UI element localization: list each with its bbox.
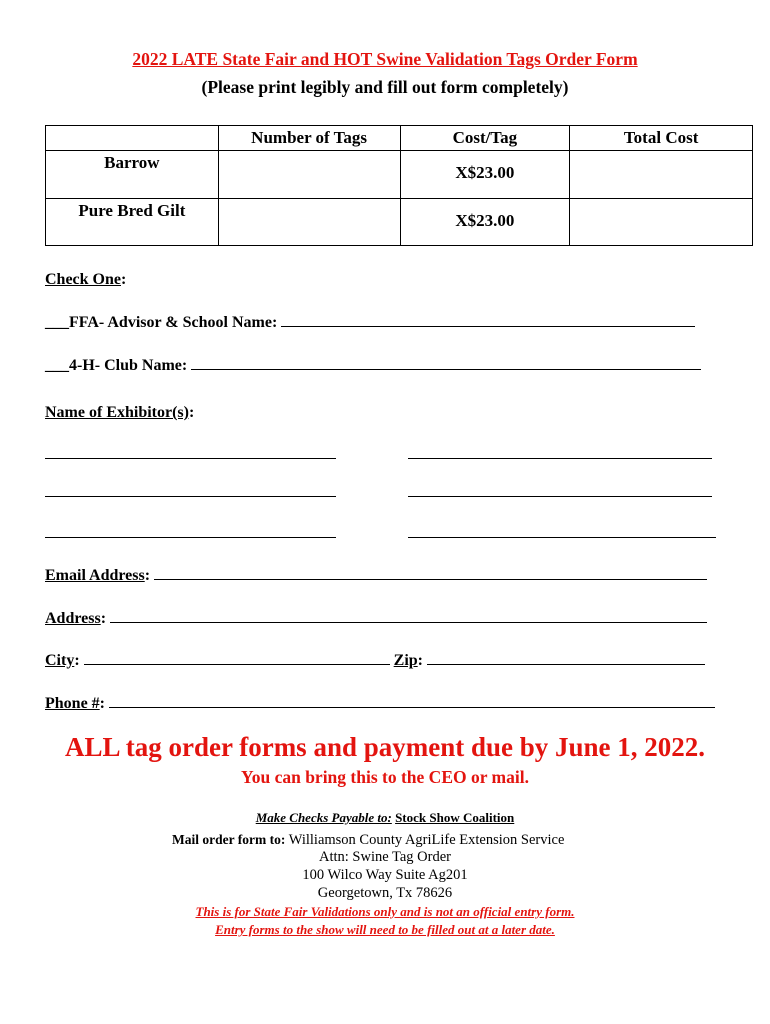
- email-line: [45, 567, 725, 585]
- barrow-total-cell[interactable]: [570, 151, 753, 199]
- check-one-label: Check One: [45, 271, 121, 288]
- row-label-text: Pure Bred Gilt: [78, 201, 186, 220]
- payable-prefix: Make Checks Payable to:: [255, 810, 392, 825]
- table-header-total: Total Cost: [570, 126, 753, 151]
- mail-address-line-3: 100 Wilco Way Suite Ag201: [302, 867, 468, 883]
- form-title: 2022 LATE State Fair and HOT Swine Validation Tags Order Form: [132, 49, 638, 69]
- barrow-number-cell[interactable]: [218, 151, 400, 199]
- check-one-heading: [45, 271, 126, 289]
- table-row: [46, 151, 753, 199]
- table-header-number: Number of Tags: [218, 126, 400, 151]
- mail-address-line-2: Attn: Swine Tag Order: [318, 849, 451, 865]
- row-label-barrow: [46, 151, 219, 199]
- exhibitor-name-field[interactable]: [45, 458, 336, 459]
- table-header-row: [46, 126, 753, 151]
- email-field[interactable]: [154, 578, 707, 580]
- gilt-number-cell[interactable]: [218, 199, 400, 246]
- phone-line: [45, 695, 735, 713]
- ffa-school-field[interactable]: [281, 325, 695, 327]
- zip-field[interactable]: [427, 663, 705, 665]
- city-zip-line: [45, 652, 735, 670]
- zip-label: Zip: [393, 652, 418, 669]
- email-colon: :: [144, 567, 151, 584]
- disclaimer-line-2: Entry forms to the show will need to be filled out at a later date.: [215, 922, 555, 937]
- barrow-cost-cell: [400, 151, 570, 199]
- phone-colon: :: [99, 695, 105, 712]
- address-line: [45, 610, 725, 628]
- phone-label: Phone #: [45, 695, 100, 712]
- email-label: Email Address: [45, 567, 145, 584]
- exhibitors-heading: [45, 404, 194, 422]
- payable-line: [0, 810, 770, 826]
- address-label: Address: [45, 610, 101, 627]
- gilt-total-cell[interactable]: [570, 199, 753, 246]
- h4-label: 4-H- Club Name:: [69, 357, 188, 374]
- city-field[interactable]: [84, 663, 390, 665]
- check-one-colon: :: [121, 271, 127, 288]
- gilt-cost-cell: [400, 199, 570, 246]
- table-header-empty: [46, 126, 219, 151]
- city-label: City: [45, 652, 75, 669]
- exhibitor-name-field[interactable]: [408, 496, 712, 497]
- city-colon: :: [74, 652, 80, 669]
- ffa-checkbox-blank[interactable]: ___: [45, 314, 69, 331]
- exhibitors-colon: :: [188, 404, 195, 421]
- ffa-label: FFA- Advisor & School Name:: [69, 314, 278, 331]
- mail-prefix: Mail order form to:: [172, 832, 286, 847]
- tag-order-table: [45, 125, 753, 246]
- exhibitor-name-field[interactable]: [408, 537, 716, 538]
- address-colon: :: [100, 610, 107, 627]
- h4-checkbox-blank[interactable]: ___: [45, 357, 69, 374]
- row-label-text: Barrow: [104, 153, 160, 172]
- h4-line: [45, 357, 725, 375]
- due-date-notice: ALL tag order forms and payment due by June 1, 2022.: [64, 732, 706, 762]
- table-row: [46, 199, 753, 246]
- payable-to: Stock Show Coalition: [395, 810, 515, 825]
- mail-to-line: [172, 831, 564, 850]
- cost-value: X$23.00: [455, 163, 515, 182]
- delivery-notice: You can bring this to the CEO or mail.: [241, 767, 529, 787]
- zip-colon: :: [417, 652, 423, 669]
- phone-field[interactable]: [109, 706, 715, 708]
- exhibitors-label: Name of Exhibitor(s): [45, 404, 189, 421]
- cost-value: X$23.00: [455, 211, 515, 230]
- h4-club-field[interactable]: [191, 368, 701, 370]
- form-subtitle: (Please print legibly and fill out form completely): [201, 77, 569, 97]
- exhibitor-name-field[interactable]: [45, 496, 336, 497]
- address-field[interactable]: [110, 621, 707, 623]
- mail-address-line-4: Georgetown, Tx 78626: [317, 885, 453, 901]
- table-header-cost: Cost/Tag: [400, 126, 570, 151]
- row-label-gilt: [46, 199, 219, 246]
- exhibitor-name-field[interactable]: [45, 537, 336, 538]
- exhibitor-name-field[interactable]: [408, 458, 712, 459]
- mail-address-line-1: Williamson County AgriLife Extension Service: [288, 832, 565, 848]
- disclaimer-line-1: This is for State Fair Validations only and is not an official entry form.: [195, 904, 575, 919]
- ffa-line: [45, 314, 725, 332]
